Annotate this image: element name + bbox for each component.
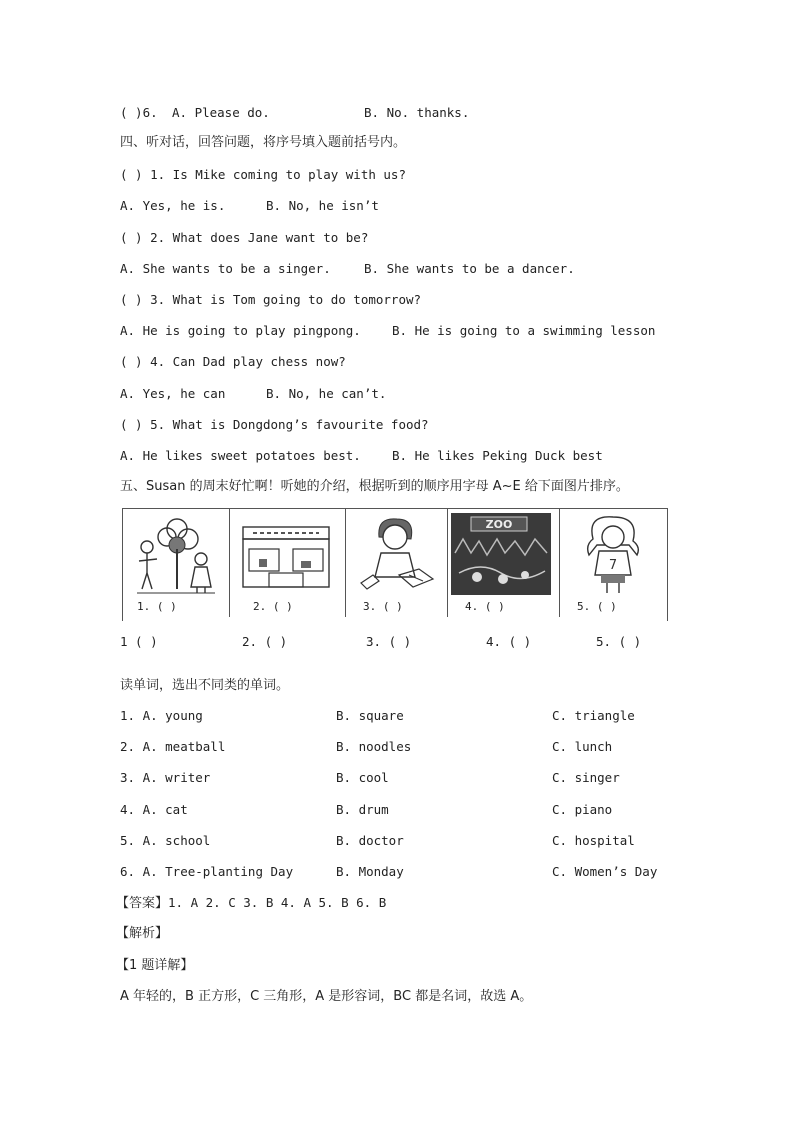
row6-b: B. Monday [336, 864, 404, 879]
detail-label: 【1 题详解】 [116, 958, 194, 973]
picture-strip [122, 508, 668, 621]
s4-q1-option-a: A. Yes, he is. [120, 198, 226, 213]
order-blank-4[interactable]: 4. ( ) [486, 634, 532, 649]
s4-q1-options [120, 198, 379, 214]
row5-b: B. doctor [336, 833, 404, 848]
row5-a: 5. A. school [120, 833, 211, 848]
shop-illustration [239, 523, 333, 589]
girl-sports-illustration [571, 513, 655, 595]
s4-q2-option-a: A. She wants to be a singer. [120, 261, 331, 276]
detail-text: A 年轻的，B 正方形，C 三角形，A 是形容词，BC 都是名词，故选 A。 [120, 989, 533, 1004]
s4-q1-option-b: B. No, he isn’t [266, 198, 379, 213]
s4-q3-option-b: B. He is going to a swimming lesson [392, 323, 656, 338]
order-blank-5[interactable]: 5. ( ) [596, 634, 642, 649]
row1-c: C. triangle [552, 708, 635, 723]
order-blank-3[interactable]: 3. ( ) [366, 634, 412, 649]
row3-a: 3. A. writer [120, 770, 211, 785]
order-blank-1[interactable]: 1 ( ) [120, 634, 158, 649]
s4-q4-option-b: B. No, he can’t. [266, 386, 387, 401]
panel-5-label: 5. ( ) [577, 600, 617, 613]
row3-c: C. singer [552, 770, 620, 785]
row4-b: B. drum [336, 802, 389, 817]
answer-row [116, 895, 386, 912]
answer-text: 1. A 2. C 3. B 4. A 5. B 6. B [168, 895, 387, 910]
row1-a: 1. A. young [120, 708, 203, 723]
q6-prev-option-a: A. Please do. [172, 105, 270, 120]
s4-q5: ( ) 5. What is Dongdong’s favourite food? [120, 417, 429, 432]
order-blank-2[interactable]: 2. ( ) [242, 634, 288, 649]
row3-b: B. cool [336, 770, 389, 785]
row6-a: 6. A. Tree-planting Day [120, 864, 294, 879]
answer-label: 【答案】 [116, 896, 169, 911]
panel-4-zoo [447, 509, 560, 617]
s4-q2-option-b: B. She wants to be a dancer. [364, 261, 575, 276]
row4-c: C. piano [552, 802, 613, 817]
section6-title: 读单词，选出不同类的单词。 [120, 678, 290, 693]
panel-3-reading [345, 509, 448, 617]
s4-q3-options [120, 323, 656, 339]
s4-q4-option-a: A. Yes, he can [120, 386, 226, 401]
s4-q2-options [120, 261, 575, 277]
panel-5-sports [559, 509, 667, 617]
girl-reading-illustration [353, 513, 439, 593]
section4-title: 四、听对话，回答问题，将序号填入题前括号内。 [120, 135, 407, 150]
q6-prev-number: ( )6. [120, 105, 158, 120]
section5-title: 五、Susan 的周末好忙啊！听她的介绍，根据听到的顺序用字母 A~E 给下面图片排序。 [120, 479, 629, 494]
s4-q5-options [120, 448, 603, 464]
row1-b: B. square [336, 708, 404, 723]
s4-q2: ( ) 2. What does Jane want to be? [120, 230, 369, 245]
panel-3-label: 3. ( ) [363, 600, 403, 613]
row6-c: C. Women’s Day [552, 864, 658, 879]
panel-2-label: 2. ( ) [253, 600, 293, 613]
row5-c: C. hospital [552, 833, 635, 848]
s4-q5-option-b: B. He likes Peking Duck best [392, 448, 603, 463]
s4-q4: ( ) 4. Can Dad play chess now? [120, 354, 346, 369]
panel-1-label: 1. ( ) [137, 600, 177, 613]
panel-1-planting [123, 509, 230, 617]
analysis-label: 【解析】 [116, 926, 169, 941]
s4-q3: ( ) 3. What is Tom going to do tomorrow? [120, 292, 422, 307]
q6-prev-option-b: B. No. thanks. [364, 105, 470, 120]
s4-q5-option-a: A. He likes sweet potatoes best. [120, 448, 361, 463]
panel-4-label: 4. ( ) [465, 600, 505, 613]
s4-q4-options [120, 386, 387, 402]
q6-prev-row [120, 105, 470, 121]
kids-tree-illustration [133, 515, 219, 595]
zoo-illustration [451, 513, 551, 595]
zoo-sign-text: ZOO [485, 518, 513, 531]
panel-2-shop [229, 509, 346, 617]
row2-b: B. noodles [336, 739, 412, 754]
s4-q3-option-a: A. He is going to play pingpong. [120, 323, 361, 338]
shirt-number-text: 7 [608, 558, 618, 573]
row4-a: 4. A. cat [120, 802, 188, 817]
s4-q1: ( ) 1. Is Mike coming to play with us? [120, 167, 406, 182]
row2-a: 2. A. meatball [120, 739, 226, 754]
row2-c: C. lunch [552, 739, 613, 754]
